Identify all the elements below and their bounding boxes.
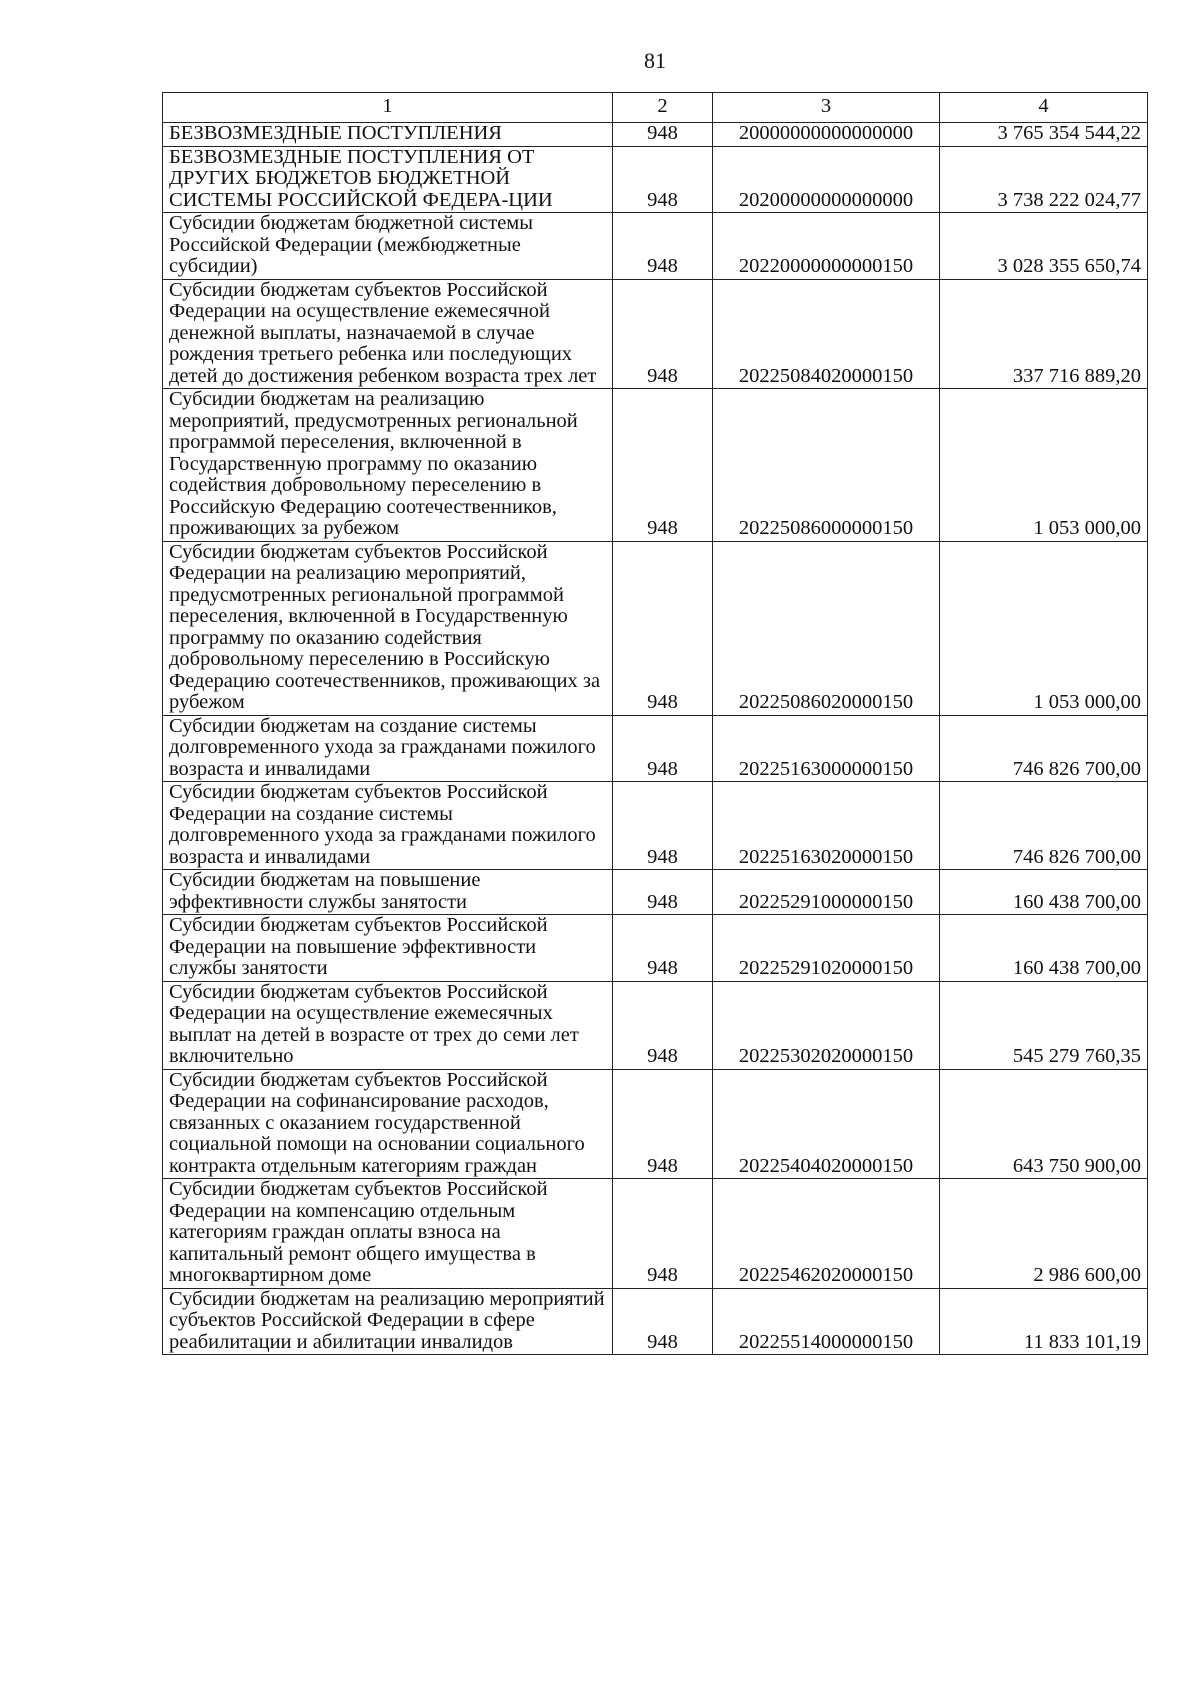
table-row [163,1069,1148,1179]
row-budget-code: 20225462020000150 [713,1179,940,1289]
row-admin-code: 948 [613,715,713,782]
row-admin-code: 948 [613,541,713,715]
row-admin-code: 948 [613,981,713,1069]
row-admin-code: 948 [613,389,713,542]
column-header-4: 4 [940,93,1148,123]
row-budget-code: 20200000000000000 [713,146,940,213]
row-budget-code: 20225302020000150 [713,981,940,1069]
row-amount: 746 826 700,00 [940,782,1148,870]
row-amount: 3 028 355 650,74 [940,213,1148,280]
row-amount: 3 738 222 024,77 [940,146,1148,213]
table-row [163,870,1148,915]
row-amount: 1 053 000,00 [940,541,1148,715]
row-admin-code: 948 [613,279,713,389]
row-budget-code: 20225086020000150 [713,541,940,715]
row-budget-code: 20225163020000150 [713,782,940,870]
row-name: Субсидии бюджетам на создание системы долговременного ухода за гражданами пожилого возраста и инвалидами [163,715,613,782]
budget-table [162,92,1148,1355]
table-row [163,123,1148,147]
row-admin-code: 948 [613,123,713,147]
row-name: БЕЗВОЗМЕЗДНЫЕ ПОСТУПЛЕНИЯ ОТ ДРУГИХ БЮДЖЕТОВ БЮДЖЕТНОЙ СИСТЕМЫ РОССИЙСКОЙ ФЕДЕРА-ЦИИ [163,146,613,213]
row-budget-code: 20225086000000150 [713,389,940,542]
row-admin-code: 948 [613,1069,713,1179]
table-row [163,715,1148,782]
table-row [163,279,1148,389]
row-amount: 2 986 600,00 [940,1179,1148,1289]
row-budget-code: 20225291020000150 [713,915,940,982]
row-amount: 160 438 700,00 [940,870,1148,915]
row-name: Субсидии бюджетам на повышение эффективности службы занятости [163,870,613,915]
page-number: 81 [644,48,666,73]
column-header-1: 1 [163,93,613,123]
row-budget-code: 20225291000000150 [713,870,940,915]
row-admin-code: 948 [613,782,713,870]
row-budget-code: 20225404020000150 [713,1069,940,1179]
row-amount: 545 279 760,35 [940,981,1148,1069]
row-budget-code: 20220000000000150 [713,213,940,280]
row-name: Субсидии бюджетам субъектов Российской Федерации на софинансирование расходов, связанных с оказанием государственной социальной помощи на основании социального контракта отдельным категориям граждан [163,1069,613,1179]
column-header-3: 3 [713,93,940,123]
row-budget-code: 20225514000000150 [713,1288,940,1355]
row-name: БЕЗВОЗМЕЗДНЫЕ ПОСТУПЛЕНИЯ [163,123,613,147]
row-name: Субсидии бюджетам бюджетной системы Российской Федерации (межбюджетные субсидии) [163,213,613,280]
row-admin-code: 948 [613,870,713,915]
row-amount: 1 053 000,00 [940,389,1148,542]
row-name: Субсидии бюджетам субъектов Российской Федерации на компенсацию отдельным категориям граждан оплаты взноса на капитальный ремонт общего имущества в многоквартирном доме [163,1179,613,1289]
row-amount: 11 833 101,19 [940,1288,1148,1355]
table-row [163,782,1148,870]
row-budget-code: 20225084020000150 [713,279,940,389]
row-name: Субсидии бюджетам на реализацию мероприятий, предусмотренных региональной программой переселения, включенной в Государственную программу по оказанию содействия добровольному переселению в Российскую Федерацию соотечественников, проживающих за рубежом [163,389,613,542]
row-name: Субсидии бюджетам субъектов Российской Федерации на создание системы долговременного ухода за гражданами пожилого возраста и инвалидами [163,782,613,870]
table-row [163,213,1148,280]
table-row [163,146,1148,213]
table-row [163,541,1148,715]
row-amount: 337 716 889,20 [940,279,1148,389]
row-amount: 746 826 700,00 [940,715,1148,782]
table-row [163,389,1148,542]
table-row [163,981,1148,1069]
row-budget-code: 20000000000000000 [713,123,940,147]
row-name: Субсидии бюджетам субъектов Российской Федерации на реализацию мероприятий, предусмотренных региональной программой переселения, включенной в Государственную программу по оказанию содействия добровольному переселению в Российскую Федерацию соотечественников, проживающих за рубежом [163,541,613,715]
row-admin-code: 948 [613,1288,713,1355]
table-row [163,915,1148,982]
column-header-2: 2 [613,93,713,123]
row-name: Субсидии бюджетам субъектов Российской Федерации на осуществление ежемесячных выплат на детей в возрасте от трех до семи лет включительно [163,981,613,1069]
table-row [163,1179,1148,1289]
row-admin-code: 948 [613,1179,713,1289]
row-budget-code: 20225163000000150 [713,715,940,782]
table-header-row [163,93,1148,123]
row-amount: 3 765 354 544,22 [940,123,1148,147]
row-admin-code: 948 [613,146,713,213]
row-amount: 160 438 700,00 [940,915,1148,982]
row-name: Субсидии бюджетам субъектов Российской Федерации на осуществление ежемесячной денежной выплаты, назначаемой в случае рождения третьего ребенка или последующих детей до достижения ребенком возраста трех лет [163,279,613,389]
row-name: Субсидии бюджетам субъектов Российской Федерации на повышение эффективности службы занятости [163,915,613,982]
row-admin-code: 948 [613,915,713,982]
row-name: Субсидии бюджетам на реализацию мероприятий субъектов Российской Федерации в сфере реабилитации и абилитации инвалидов [163,1288,613,1355]
table-row [163,1288,1148,1355]
row-admin-code: 948 [613,213,713,280]
row-amount: 643 750 900,00 [940,1069,1148,1179]
